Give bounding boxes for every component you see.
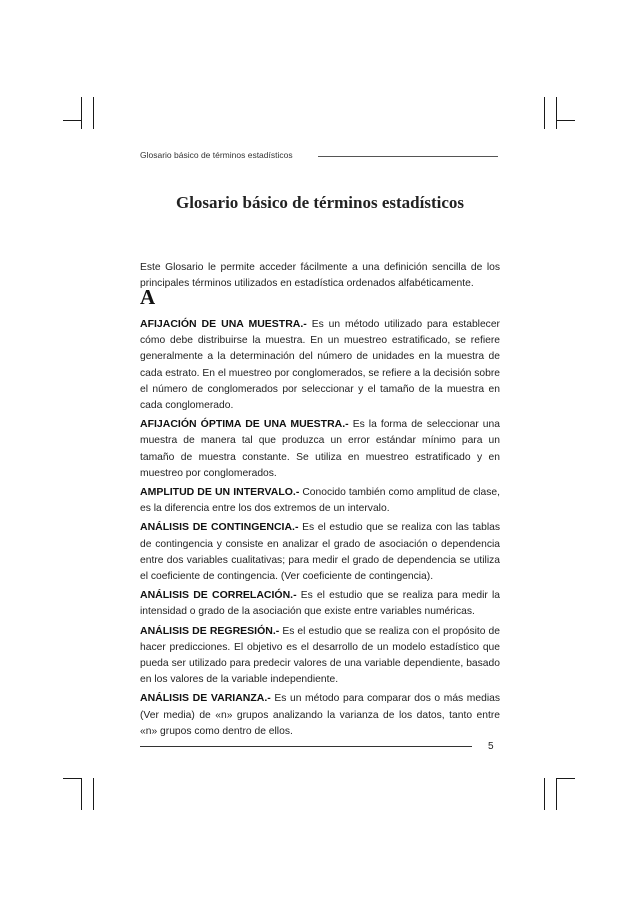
entry-term: ANÁLISIS DE VARIANZA.- — [140, 692, 271, 705]
crop-mark — [544, 778, 545, 810]
crop-mark — [63, 778, 82, 779]
footer-rule — [140, 746, 472, 747]
glossary-entry — [140, 316, 500, 414]
header-rule — [318, 156, 498, 157]
crop-mark — [81, 778, 82, 810]
glossary-entry — [140, 587, 500, 620]
glossary-entry — [140, 416, 500, 482]
page-number: 5 — [488, 741, 494, 752]
entry-definition: Es el estudio que se realiza con el propósito de hacer predicciones. El objetivo es el desarrollo de un modelo estadístico que pueda ser utilizado para predecir valores de una variable dependiente, basado en los valores de la variable independiente. — [140, 625, 500, 686]
intro-paragraph: Este Glosario le permite acceder fácilmente a una definición sencilla de los principales términos utilizados en estadística ordenados alfabéticamente. — [140, 262, 500, 290]
entry-definition: Es un método utilizado para establecer cómo debe distribuirse la muestra. En un muestreo estratificado, se refiere generalmente a la determinación del número de unidades en la muestra de cada estrato. En el muestreo por conglomerados, se refiere a la decisión sobre el número de conglomerados por seleccionar y el tamaño de la muestra en cada conglomerado. — [140, 319, 501, 412]
entry-term: ANÁLISIS DE REGRESIÓN.- — [140, 624, 280, 637]
glossary-entries — [140, 316, 500, 742]
entry-definition: Es el estudio que se realiza para medir la intensidad o grado de la asociación que existe entre variables numéricas. — [140, 590, 500, 618]
page-title: Glosario básico de términos estadísticos — [175, 193, 465, 212]
entry-term: AMPLITUD DE UN INTERVALO.- — [140, 486, 300, 499]
crop-mark — [556, 97, 557, 129]
entry-definition: Es la forma de seleccionar una muestra de manera tal que produzca un error estándar mínimo para un tamaño de muestra constante. Se utiliza en muestreo estratificado y en muestreo por conglomerados. — [140, 419, 500, 479]
crop-mark — [556, 778, 575, 779]
crop-mark — [93, 97, 94, 129]
entry-term: ANÁLISIS DE CORRELACIÓN.- — [140, 589, 297, 602]
glossary-entry — [140, 519, 500, 585]
glossary-entry — [140, 690, 500, 740]
entry-term: ANÁLISIS DE CONTINGENCIA.- — [140, 521, 299, 534]
crop-mark — [63, 120, 82, 121]
entry-definition: Conocido también como amplitud de clase, es la diferencia entre los dos extremos de un intervalo. — [140, 487, 500, 515]
entry-definition: Es un método para comparar dos o más medias (Ver media) de «n» grupos analizando la varianza de los datos, tanto entre «n» grupos como dentro de ellos. — [140, 693, 500, 737]
running-header: Glosario básico de términos estadísticos — [140, 150, 293, 160]
crop-mark — [544, 97, 545, 129]
crop-mark — [556, 120, 575, 121]
crop-mark — [556, 778, 557, 810]
crop-mark — [81, 97, 82, 129]
crop-mark — [93, 778, 94, 810]
entry-definition: Es el estudio que se realiza con las tablas de contingencia y consiste en analizar el grado de asociación o dependencia entre dos variables cualitativas; para medir el grado de dependencia se utiliza el coeficiente de contingencia. (Ver coeficiente de contingencia). — [140, 522, 501, 583]
entry-term: AFIJACIÓN DE UNA MUESTRA.- — [140, 318, 307, 330]
section-letter: A — [140, 285, 156, 309]
glossary-entry — [140, 623, 500, 689]
entry-term: AFIJACIÓN ÓPTIMA DE UNA MUESTRA.- — [140, 418, 349, 431]
glossary-entry — [140, 484, 500, 517]
